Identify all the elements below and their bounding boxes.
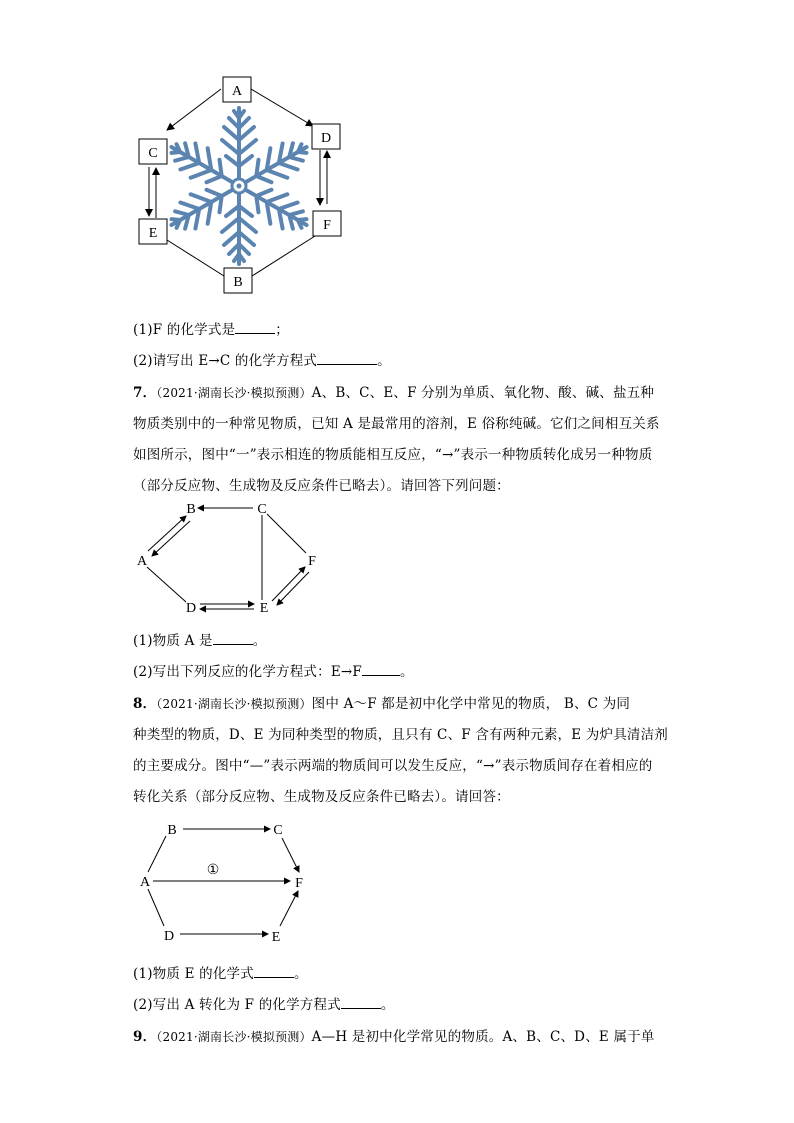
q8-stem-line-4: 转化关系（部分反应物、生成物及反应条件已略去）。请回答： (133, 789, 510, 805)
answer-blank[interactable] (341, 994, 381, 1009)
q8-node-D: D (163, 929, 175, 944)
q8-reaction-label: ① (206, 863, 220, 878)
q8-sub2: (2)写出 A 转化为 F 的化学方程式 。 (133, 993, 395, 1013)
q8-stem-line-3: 的主要成分。图中“—”表示两端的物质间可以发生反应，“→”表示物质间存在着相应的 (133, 758, 653, 774)
q9-stem-line-1: 9．（2021·湖南长沙·模拟预测）A—H 是初中化学常见的物质。A、B、C、D、E 属于单 (133, 1029, 655, 1045)
svg-text:F: F (323, 218, 331, 233)
node-A (223, 77, 251, 102)
svg-text:E: E (148, 226, 158, 241)
svg-text:C: C (148, 146, 158, 161)
q8-node-A: A (139, 875, 151, 890)
q7-node-C: C (257, 502, 267, 517)
snowflake-diagram (130, 72, 350, 300)
answer-blank[interactable] (235, 319, 275, 334)
node-E (139, 219, 167, 244)
q6-sub2: (2)请写出 E→C 的化学方程式 。 (133, 349, 391, 369)
q7-node-B: B (186, 502, 196, 517)
node-D (312, 124, 340, 149)
node-B (224, 268, 252, 293)
q8-node-F: F (295, 876, 303, 891)
svg-text:B: B (233, 275, 243, 290)
answer-blank[interactable] (254, 963, 294, 978)
q7-node-E: E (259, 601, 269, 616)
q8-node-E: E (271, 930, 281, 945)
q7-node-A: A (136, 554, 148, 569)
q8-stem-line-2: 种类型的物质，D、E 为同种类型的物质，且只有 C、F 含有两种元素，E 为炉具清洁剂 (133, 727, 668, 743)
svg-text:A: A (231, 84, 243, 99)
snowflake-image (163, 108, 315, 264)
q8-node-C: C (273, 823, 283, 838)
q7-stem-line-2: 物质类别中的一种常见物质，已知 A 是最常用的溶剂，E 俗称纯碱。它们之间相互关系 (133, 416, 660, 432)
q7-stem-line-3: 如图所示，图中“一”表示相连的物质能相互反应，“→”表示一种物质转化成另一种物质 (133, 447, 653, 463)
q8-stem-line-1: 8．（2021·湖南长沙·模拟预测）图中 A～F 都是初中化学中常见的物质， B、C 为同 (133, 696, 631, 712)
q7-node-D: D (185, 601, 197, 616)
node-F (313, 211, 341, 236)
answer-blank[interactable] (362, 661, 400, 676)
q7-sub2: (2)写出下列反应的化学方程式：E→F 。 (133, 660, 414, 680)
q7-stem-line-4: （部分反应物、生成物及反应条件已略去）。请回答下列问题： (133, 478, 510, 494)
q8-diagram (130, 818, 330, 948)
q8-node-B: B (167, 823, 177, 838)
q7-node-F: F (308, 554, 316, 569)
answer-blank[interactable] (317, 350, 377, 365)
q8-sub1: (1)物质 E 的化学式 。 (133, 962, 308, 982)
q7-stem-line-1: 7．（2021·湖南长沙·模拟预测）A、B、C、E、F 分别为单质、氧化物、酸、碱、盐五种 (133, 385, 655, 401)
q7-diagram (128, 496, 328, 620)
q6-sub1: (1)F 的化学式是 ； (133, 318, 289, 338)
svg-text:D: D (320, 131, 332, 146)
answer-blank[interactable] (213, 630, 253, 645)
node-C (139, 139, 167, 164)
q7-sub1: (1)物质 A 是 。 (133, 629, 266, 649)
